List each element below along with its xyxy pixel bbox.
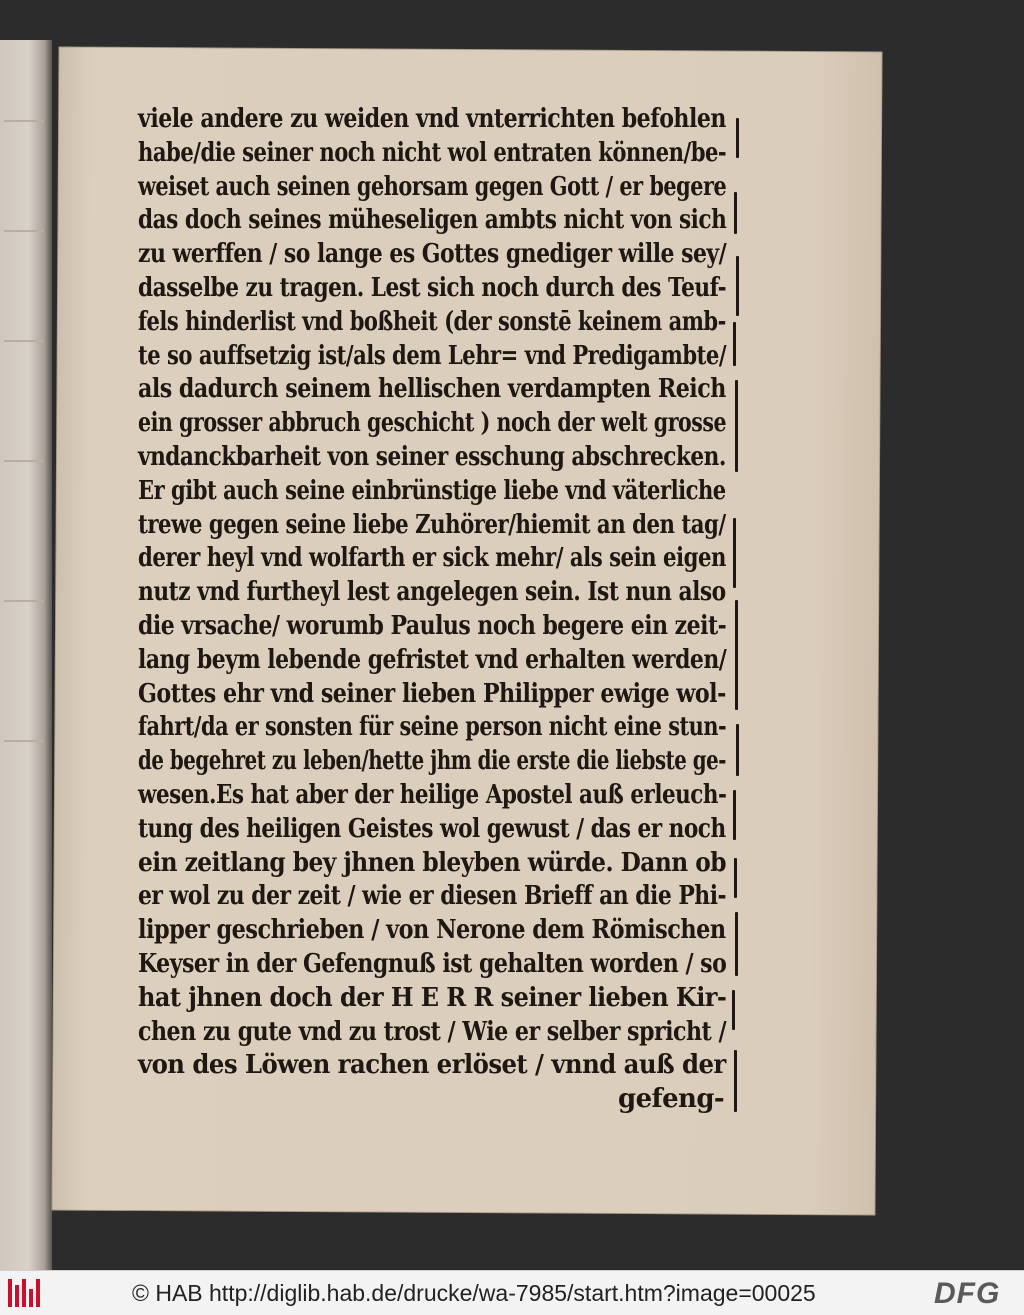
text-line: wesen.Es hat aber der heilige Apostel auß erleuch-	[138, 780, 727, 810]
text-line: te so auffsetzig ist/als dem Lehr= vnd Predigambte/	[138, 340, 727, 371]
text-line: ein zeitlang bey jhnen bleyben würde. Dann ob	[138, 847, 726, 878]
text-line: weiset auch seinen gehorsam gegen Gott / er begere	[138, 171, 727, 202]
left-page-edge	[0, 40, 52, 1270]
margin-mark	[736, 118, 739, 158]
copyright-link[interactable]: © HAB http://diglib.hab.de/drucke/wa-7985/start.htm?image=00025	[132, 1280, 816, 1306]
text-line: das doch seines müheseligen ambts nicht von sich	[138, 205, 727, 236]
text-line: viele andere zu weiden vnd vnterrichten befohlen	[138, 104, 726, 134]
left-page-text-trace	[4, 340, 44, 342]
text-line: derer heyl vnd wolfarth er sick mehr/ als sein eigen	[138, 543, 726, 574]
text-line: lipper geschrieben / von Nerone dem Römischen	[138, 915, 726, 946]
left-page-text-trace	[4, 120, 44, 122]
text-line: als dadurch seinem hellischen verdampten Reich	[138, 374, 726, 405]
margin-mark	[733, 322, 736, 366]
text-line: fahrt/da er sonsten für seine person nicht eine stun-	[138, 712, 727, 743]
margin-mark	[736, 724, 739, 776]
margin-mark	[734, 858, 737, 898]
text-line: fels hinderlist vnd boßheit (der sonstē keinem amb-	[138, 306, 726, 337]
margin-mark	[735, 912, 738, 976]
left-page-text-trace	[4, 600, 44, 602]
text-line: ein grosser abbruch geschicht ) noch der welt grosse	[138, 408, 727, 439]
margin-mark	[733, 518, 736, 588]
text-line: nutz vnd furtheyl lest angelegen sein. Ist nun also	[138, 577, 726, 608]
margin-mark	[734, 192, 737, 234]
hab-logo-icon[interactable]	[8, 1279, 46, 1307]
left-page-text-trace	[4, 460, 44, 462]
text-line: habe/die seiner noch nicht wol entraten können/be-	[138, 137, 727, 168]
text-line: lang beym lebende gefristet vnd erhalten werden/	[138, 644, 727, 675]
margin-mark	[734, 1050, 737, 1112]
text-line: vndanckbarheit von seiner esschung abschrecken.	[138, 442, 726, 472]
catchword: gefeng-	[618, 1084, 725, 1115]
text-line: chen zu gute vnd zu trost / Wie er selber spricht /	[138, 1016, 727, 1047]
text-line: dasselbe zu tragen. Lest sich noch durch des Teuf-	[138, 273, 727, 303]
margin-mark	[733, 790, 736, 840]
margin-mark	[736, 256, 739, 316]
text-line: die vrsache/ worumb Paulus noch begere ein zeit-	[138, 611, 727, 641]
dfg-logo[interactable]: DFG	[934, 1277, 1001, 1310]
text-line: hat jhnen doch der H E R R seiner lieben Kir-	[138, 982, 727, 1013]
left-page-text-trace	[4, 230, 44, 232]
margin-mark	[732, 990, 735, 1030]
text-line: zu werffen / so lange es Gottes gnediger wille sey/	[138, 239, 727, 270]
margin-mark	[735, 380, 738, 472]
left-page-text-trace	[4, 740, 44, 742]
text-line: trewe gegen seine liebe Zuhörer/hiemit an den tag/	[138, 509, 726, 540]
margin-mark	[735, 600, 738, 710]
text-line: Er gibt auch seine einbrünstige liebe vnd väterliche	[138, 475, 726, 506]
text-line: tung des heiligen Geistes wol gewust / das er noch	[138, 813, 726, 844]
text-line: Keyser in der Gefengnuß ist gehalten worden / so	[138, 949, 727, 979]
text-line: von des Löwen rachen erlöset / vnnd auß der	[138, 1050, 726, 1081]
text-line: er wol zu der zeit / wie er diesen Brieff an die Phi-	[138, 881, 727, 912]
text-line: de begehret zu leben/hette jhm die erste die liebste ge-	[138, 746, 727, 777]
footer-bar	[0, 1270, 1024, 1315]
text-line: Gottes ehr vnd seiner lieben Philipper ewige wol-	[138, 678, 726, 709]
